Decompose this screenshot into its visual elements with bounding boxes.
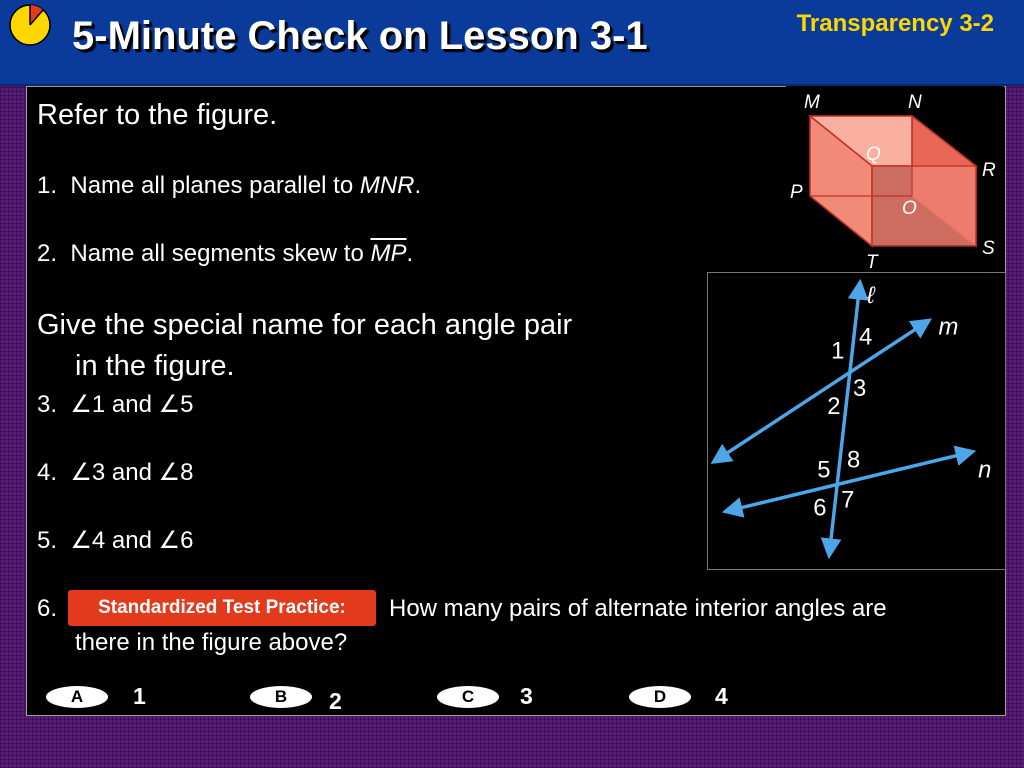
answer-c-button[interactable]: C xyxy=(437,686,499,708)
cube-label-s: S xyxy=(982,238,995,259)
answer-a-button[interactable]: A xyxy=(46,686,108,708)
cube-label-o: O xyxy=(902,198,917,219)
question-1: 1. Name all planes parallel to MNR. xyxy=(37,172,422,199)
angle-label-3: 3 xyxy=(853,375,867,403)
answer-d-button[interactable]: D xyxy=(629,686,691,708)
question-6-line-1: How many pairs of alternate interior angles are xyxy=(389,595,887,622)
question-2: 2. Name all segments skew to $\overline{MP}$. xyxy=(37,240,414,267)
cube-label-t: T xyxy=(866,252,878,272)
cube-label-p: P xyxy=(790,182,803,203)
question-4: 4. ∠3 and ∠8 xyxy=(37,459,194,486)
angle-icon: ∠ xyxy=(70,459,92,486)
page-title: 5-Minute Check on Lesson 3-1 xyxy=(72,14,648,58)
cube-label-r: R xyxy=(982,160,996,181)
answer-c-value: 3 xyxy=(520,683,533,709)
answer-d-value: 4 xyxy=(715,683,728,709)
standardized-test-badge: Standardized Test Practice: xyxy=(68,590,376,626)
cube-label-q: Q xyxy=(866,144,881,165)
angle-label-1: 1 xyxy=(831,337,845,365)
clock-icon xyxy=(8,3,52,47)
label-m: m xyxy=(938,313,959,341)
angle-icon: ∠ xyxy=(70,391,92,418)
question-5: 5. ∠4 and ∠6 xyxy=(37,527,194,554)
angle-icon: ∠ xyxy=(158,391,181,418)
line-m xyxy=(714,321,929,462)
angle-label-4: 4 xyxy=(858,323,873,351)
answer-a-value: 1 xyxy=(133,683,146,709)
question-6-line-2: there in the figure above? xyxy=(75,629,348,656)
angle-label-2: 2 xyxy=(827,393,841,421)
cube-label-n: N xyxy=(908,92,922,113)
angle-icon: ∠ xyxy=(158,459,181,486)
intro-text: Refer to the figure. xyxy=(37,99,278,131)
transparency-label: Transparency 3-2 xyxy=(796,10,994,37)
angle-label-6: 6 xyxy=(813,494,827,522)
prompt-line-1: Give the special name for each angle pair xyxy=(37,309,573,341)
question-6-number: 6. xyxy=(37,595,58,622)
answer-b-button[interactable]: B xyxy=(250,686,312,708)
angle-label-5: 5 xyxy=(817,456,831,484)
prompt-line-2: in the figure. xyxy=(75,350,235,382)
cube-figure xyxy=(786,86,1004,272)
question-3: 3. ∠1 and ∠5 xyxy=(37,391,194,418)
cube-label-m: M xyxy=(804,92,820,113)
angle-icon: ∠ xyxy=(158,527,181,554)
angle-icon: ∠ xyxy=(70,527,92,554)
label-l: ℓ xyxy=(866,281,875,309)
angle-label-7: 7 xyxy=(841,486,855,514)
header-bar xyxy=(0,0,1024,86)
answer-b-value: 2 xyxy=(329,688,342,714)
transversal-figure xyxy=(707,272,1006,570)
angle-label-8: 8 xyxy=(847,446,861,474)
label-n: n xyxy=(978,456,992,484)
